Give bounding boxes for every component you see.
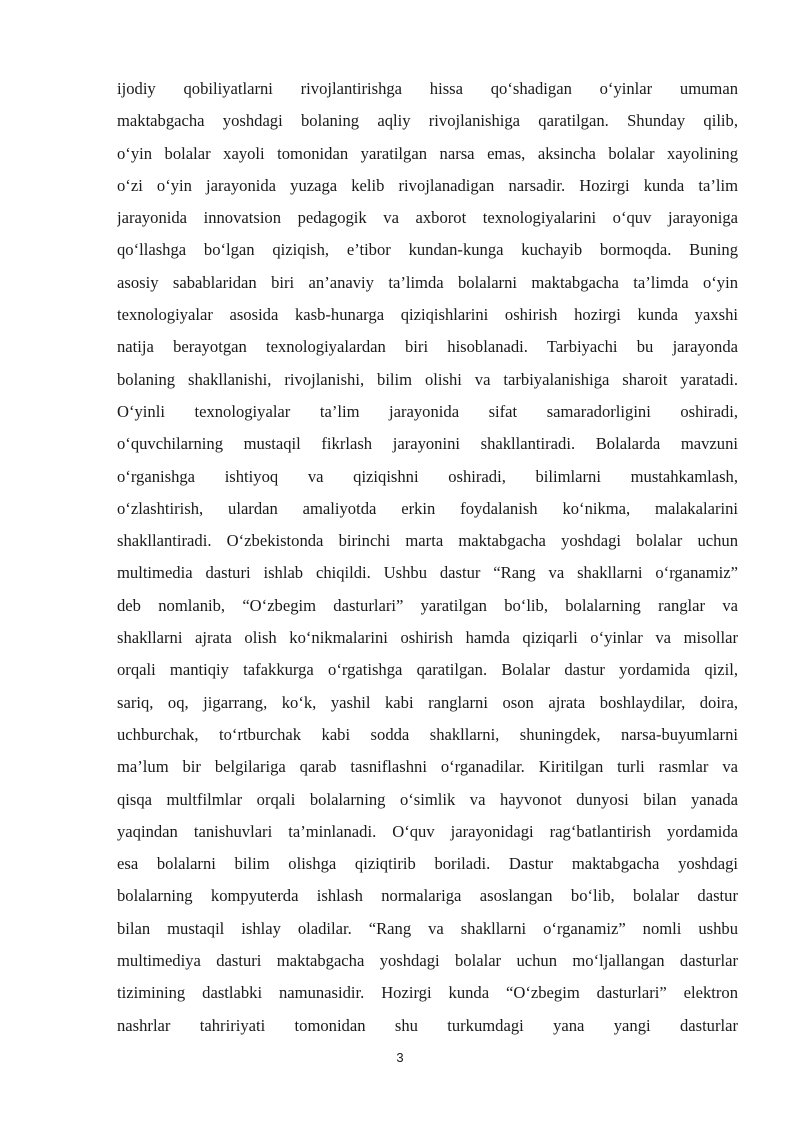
text-line: tizimining dastlabki namunasidir. Hozirgi kunda “O‘zbegim dasturlari” elektron — [117, 983, 738, 1003]
text-line: O‘yinli texnologiyalar ta’lim jarayonida sifat samaradorligini oshiradi, — [117, 401, 738, 421]
text-line: qisqa multfilmlar orqali bolalarning o‘simlik va hayvonot dunyosi bilan yanada — [117, 789, 738, 809]
text-line: o‘rganishga ishtiyoq va qiziqishni oshiradi, bilimlarni mustahkamlash, — [117, 466, 738, 486]
text-line: ijodiy qobiliyatlarni rivojlantirishga hissa qo‘shadigan o‘yinlar umuman — [117, 79, 738, 98]
text-line: esa bolalarni bilim olishga qiziqtirib boriladi. Dastur maktabgacha yoshdagi — [117, 854, 738, 874]
text-line: bolaning shakllanishi, rivojlanishi, bilim olishi va tarbiyalanishiga sharoit yaratadi. — [117, 369, 738, 389]
text-line: shakllarni ajrata olish ko‘nikmalarini oshirish hamda qiziqarli o‘yinlar va misollar — [117, 628, 738, 648]
text-line: natija berayotgan texnologiyalardan biri hisoblanadi. Tarbiyachi bu jarayonda — [117, 337, 738, 357]
text-line: deb nomlanib, “O‘zbegim dasturlari” yaratilgan bo‘lib, bolalarning ranglar va — [117, 595, 738, 615]
text-line: qo‘llashga bo‘lgan qiziqish, e’tibor kundan-kunga kuchayib bormoqda. Buning — [117, 240, 738, 260]
text-line: shakllantiradi. O‘zbekistonda birinchi marta maktabgacha yoshdagi bolalar uchun — [117, 531, 738, 551]
text-line: o‘zlashtirish, ulardan amaliyotda erkin foydalanish ko‘nikma, malakalarini — [117, 498, 738, 518]
text-line: uchburchak, to‘rtburchak kabi sodda shakllarni, shuningdek, narsa-buyumlarni — [117, 724, 738, 744]
text-line: jarayonida innovatsion pedagogik va axborot texnologiyalarini o‘quv jarayoniga — [117, 208, 738, 228]
text-line: nashrlar tahririyati tomonidan shu turkumdagi yana yangi dasturlar — [117, 1015, 738, 1035]
text-line: bilan mustaqil ishlay oladilar. “Rang va shakllarni o‘rganamiz” nomli ushbu — [117, 918, 738, 938]
text-line: bolalarning kompyuterda ishlash normalariga asoslangan bo‘lib, bolalar dastur — [117, 886, 738, 906]
text-line: sariq, oq, jigarrang, ko‘k, yashil kabi ranglarni oson ajrata boshlaydilar, doira, — [117, 692, 738, 712]
text-line: maktabgacha yoshdagi bolaning aqliy rivojlanishiga qaratilgan. Shunday qilib, — [117, 111, 738, 131]
text-line: orqali mantiqiy tafakkurga o‘rgatishga qaratilgan. Bolalar dastur yordamida qizil, — [117, 660, 738, 680]
text-line: ma’lum bir belgilariga qarab tasniflashni o‘rganadilar. Kiritilgan turli rasmlar va — [117, 757, 738, 777]
text-line: multimediya dasturi maktabgacha yoshdagi bolalar uchun mo‘ljallangan dasturlar — [117, 951, 738, 971]
text-line: o‘zi o‘yin jarayonida yuzaga kelib rivojlanadigan narsadir. Hozirgi kunda ta’lim — [117, 175, 738, 195]
page-number: 3 — [396, 1050, 404, 1065]
text-line: yaqindan tanishuvlari ta’minlanadi. O‘quv jarayonidagi rag‘batlantirish yordamida — [117, 821, 738, 841]
text-line: texnologiyalar asosida kasb-hunarga qiziqishlarini oshirish hozirgi kunda yaxshi — [117, 305, 738, 325]
text-line: asosiy sabablaridan biri an’anaviy ta’limda bolalarni maktabgacha ta’limda o‘yin — [117, 272, 738, 292]
text-line: multimedia dasturi ishlab chiqildi. Ushbu dastur “Rang va shakllarni o‘rganamiz” — [117, 563, 738, 583]
text-line: o‘yin bolalar xayoli tomonidan yaratilgan narsa emas, aksincha bolalar xayolining — [117, 143, 738, 163]
body-text — [117, 73, 738, 1042]
text-line: o‘quvchilarning mustaqil fikrlash jarayonini shakllantiradi. Bolalarda mavzuni — [117, 434, 738, 454]
